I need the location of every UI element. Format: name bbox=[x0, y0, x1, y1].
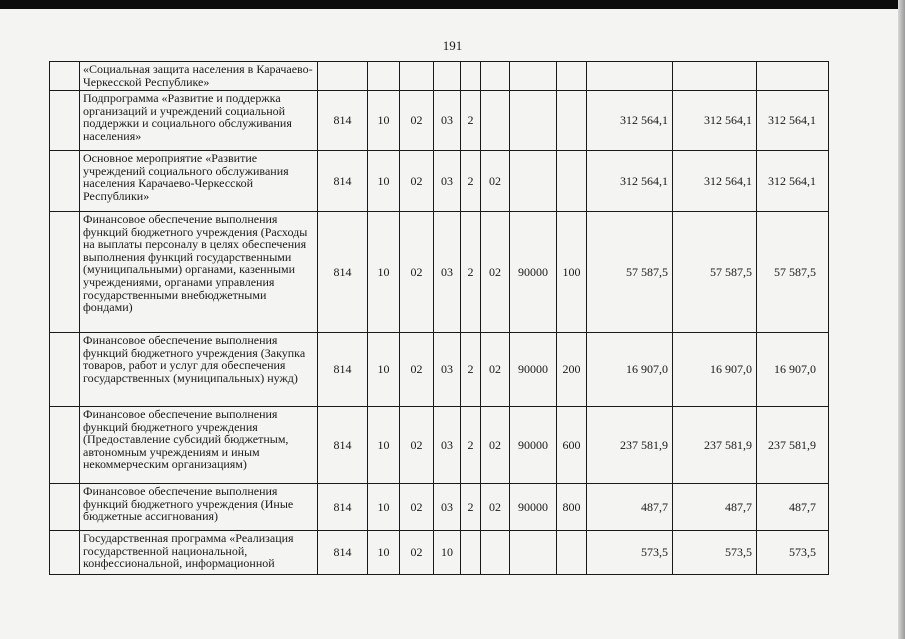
subsection-code-cell: 02 bbox=[400, 212, 434, 333]
table-row bbox=[50, 212, 829, 333]
event-code-cell: 02 bbox=[481, 333, 510, 407]
budget-table bbox=[49, 61, 829, 575]
amount-year3-cell: 57 587,5 bbox=[757, 212, 829, 333]
amount-year1-cell bbox=[587, 62, 673, 91]
amount-year1-cell: 573,5 bbox=[587, 531, 673, 575]
subprogram-code-cell bbox=[461, 531, 481, 575]
amount-year2-cell: 312 564,1 bbox=[673, 151, 757, 212]
section-code-cell: 10 bbox=[368, 531, 400, 575]
subprogram-code-cell bbox=[461, 62, 481, 91]
event-code-cell bbox=[481, 62, 510, 91]
subprogram-code-cell: 2 bbox=[461, 484, 481, 531]
table-row bbox=[50, 484, 829, 531]
subprogram-code-cell: 2 bbox=[461, 407, 481, 484]
amount-year2-cell bbox=[673, 62, 757, 91]
direction-code-cell bbox=[510, 531, 557, 575]
amount-year2-cell: 57 587,5 bbox=[673, 212, 757, 333]
name-cell: Финансовое обеспечение выполнения функций бюджетного учреждения (Закупка товаров, работ и услуг для обеспечения государственных (муниципальных) нужд) bbox=[80, 333, 318, 407]
name-cell: Подпрограмма «Развитие и поддержка организаций и учреждений социальной поддержки и социального обслуживания населения» bbox=[80, 91, 318, 151]
program-code-cell: 03 bbox=[434, 151, 461, 212]
table-row bbox=[50, 407, 829, 484]
subprogram-code-cell: 2 bbox=[461, 91, 481, 151]
program-code-cell: 03 bbox=[434, 333, 461, 407]
expense-type-cell bbox=[557, 91, 587, 151]
section-code-cell bbox=[368, 62, 400, 91]
amount-year1-cell: 312 564,1 bbox=[587, 91, 673, 151]
amount-year1-cell: 237 581,9 bbox=[587, 407, 673, 484]
direction-code-cell: 90000 bbox=[510, 407, 557, 484]
row-number-cell bbox=[50, 62, 80, 91]
subprogram-code-cell: 2 bbox=[461, 333, 481, 407]
ministry-code-cell: 814 bbox=[318, 531, 368, 575]
amount-year1-cell: 487,7 bbox=[587, 484, 673, 531]
scan-edge-right bbox=[898, 0, 905, 639]
section-code-cell: 10 bbox=[368, 484, 400, 531]
amount-year3-cell: 487,7 bbox=[757, 484, 829, 531]
page-number: 191 bbox=[442, 38, 463, 53]
section-code-cell: 10 bbox=[368, 151, 400, 212]
amount-year3-cell: 312 564,1 bbox=[757, 91, 829, 151]
ministry-code-cell: 814 bbox=[318, 407, 368, 484]
direction-code-cell: 90000 bbox=[510, 212, 557, 333]
amount-year1-cell: 16 907,0 bbox=[587, 333, 673, 407]
program-code-cell bbox=[434, 62, 461, 91]
subsection-code-cell: 02 bbox=[400, 407, 434, 484]
subsection-code-cell: 02 bbox=[400, 484, 434, 531]
expense-type-cell: 100 bbox=[557, 212, 587, 333]
program-code-cell: 03 bbox=[434, 484, 461, 531]
direction-code-cell: 90000 bbox=[510, 484, 557, 531]
ministry-code-cell: 814 bbox=[318, 484, 368, 531]
amount-year2-cell: 16 907,0 bbox=[673, 333, 757, 407]
row-number-cell bbox=[50, 151, 80, 212]
amount-year3-cell bbox=[757, 62, 829, 91]
section-code-cell: 10 bbox=[368, 333, 400, 407]
row-number-cell bbox=[50, 407, 80, 484]
amount-year2-cell: 573,5 bbox=[673, 531, 757, 575]
direction-code-cell bbox=[510, 62, 557, 91]
event-code-cell: 02 bbox=[481, 407, 510, 484]
subsection-code-cell: 02 bbox=[400, 151, 434, 212]
name-cell: Основное мероприятие «Развитие учреждений социального обслуживания населения Карачаево-Черкесской Республики» bbox=[80, 151, 318, 212]
direction-code-cell bbox=[510, 91, 557, 151]
table-row bbox=[50, 91, 829, 151]
event-code-cell bbox=[481, 531, 510, 575]
subsection-code-cell: 02 bbox=[400, 333, 434, 407]
amount-year2-cell: 312 564,1 bbox=[673, 91, 757, 151]
event-code-cell: 02 bbox=[481, 212, 510, 333]
table-row bbox=[50, 151, 829, 212]
amount-year3-cell: 16 907,0 bbox=[757, 333, 829, 407]
name-cell: «Социальная защита населения в Карачаево-Черкесской Республике» bbox=[80, 62, 318, 91]
row-number-cell bbox=[50, 531, 80, 575]
ministry-code-cell: 814 bbox=[318, 91, 368, 151]
subsection-code-cell: 02 bbox=[400, 91, 434, 151]
ministry-code-cell: 814 bbox=[318, 333, 368, 407]
section-code-cell: 10 bbox=[368, 407, 400, 484]
ministry-code-cell bbox=[318, 62, 368, 91]
section-code-cell: 10 bbox=[368, 91, 400, 151]
table-row bbox=[50, 62, 829, 91]
name-cell: Финансовое обеспечение выполнения функций бюджетного учреждения (Расходы на выплаты персоналу в целях обеспечения выполнения функций государственными (муниципальными) органами, казенными учреждениями, органами управления государственными внебюджетными фондами) bbox=[80, 212, 318, 333]
amount-year1-cell: 57 587,5 bbox=[587, 212, 673, 333]
scan-edge-top bbox=[0, 0, 905, 9]
ministry-code-cell: 814 bbox=[318, 151, 368, 212]
expense-type-cell bbox=[557, 62, 587, 91]
row-number-cell bbox=[50, 91, 80, 151]
amount-year3-cell: 312 564,1 bbox=[757, 151, 829, 212]
name-cell: Государственная программа «Реализация государственной национальной, конфессиональной, информационной bbox=[80, 531, 318, 575]
program-code-cell: 03 bbox=[434, 407, 461, 484]
direction-code-cell bbox=[510, 151, 557, 212]
program-code-cell: 10 bbox=[434, 531, 461, 575]
expense-type-cell: 200 bbox=[557, 333, 587, 407]
amount-year1-cell: 312 564,1 bbox=[587, 151, 673, 212]
name-cell: Финансовое обеспечение выполнения функций бюджетного учреждения (Предоставление субсидий бюджетным, автономным учреждениям и иным некоммерческим организациям) bbox=[80, 407, 318, 484]
subsection-code-cell: 02 bbox=[400, 531, 434, 575]
direction-code-cell: 90000 bbox=[510, 333, 557, 407]
expense-type-cell: 600 bbox=[557, 407, 587, 484]
name-cell: Финансовое обеспечение выполнения функций бюджетного учреждения (Иные бюджетные ассигнования) bbox=[80, 484, 318, 531]
row-number-cell bbox=[50, 212, 80, 333]
subsection-code-cell bbox=[400, 62, 434, 91]
section-code-cell: 10 bbox=[368, 212, 400, 333]
table-row bbox=[50, 531, 829, 575]
event-code-cell: 02 bbox=[481, 151, 510, 212]
amount-year3-cell: 237 581,9 bbox=[757, 407, 829, 484]
amount-year2-cell: 487,7 bbox=[673, 484, 757, 531]
table-row bbox=[50, 333, 829, 407]
amount-year3-cell: 573,5 bbox=[757, 531, 829, 575]
subprogram-code-cell: 2 bbox=[461, 212, 481, 333]
expense-type-cell: 800 bbox=[557, 484, 587, 531]
row-number-cell bbox=[50, 333, 80, 407]
table-body bbox=[50, 62, 829, 575]
amount-year2-cell: 237 581,9 bbox=[673, 407, 757, 484]
program-code-cell: 03 bbox=[434, 91, 461, 151]
row-number-cell bbox=[50, 484, 80, 531]
ministry-code-cell: 814 bbox=[318, 212, 368, 333]
program-code-cell: 03 bbox=[434, 212, 461, 333]
event-code-cell bbox=[481, 91, 510, 151]
subprogram-code-cell: 2 bbox=[461, 151, 481, 212]
expense-type-cell bbox=[557, 151, 587, 212]
expense-type-cell bbox=[557, 531, 587, 575]
event-code-cell: 02 bbox=[481, 484, 510, 531]
